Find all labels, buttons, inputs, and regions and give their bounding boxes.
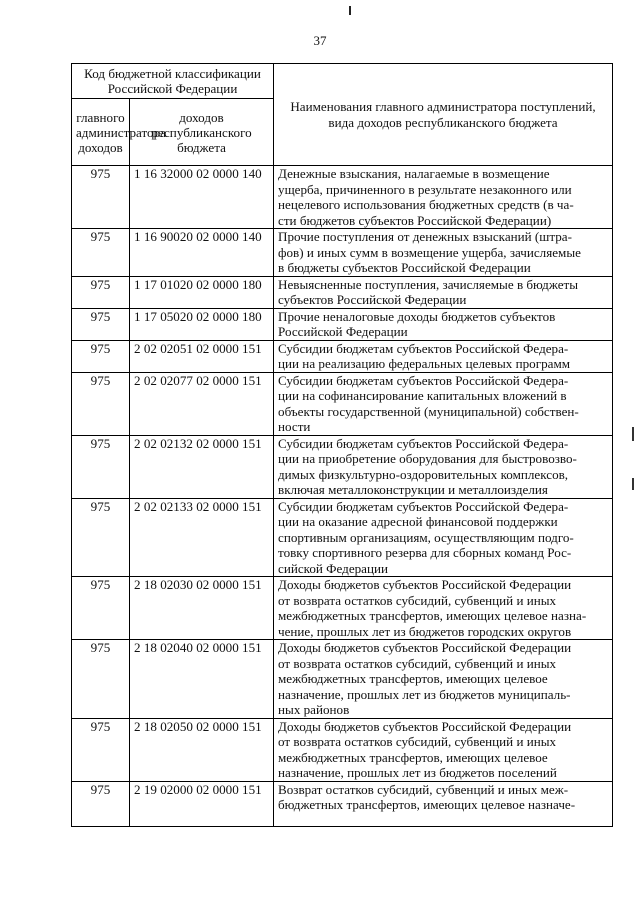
table-row [72, 372, 613, 435]
income-code-cell: 2 02 02051 02 0000 151 [130, 340, 274, 372]
income-name-cell [274, 308, 613, 340]
table-row [72, 340, 613, 372]
header-name: Наименования главного администратора поступлений, вида доходов республиканского бюджета [274, 64, 613, 166]
income-code-cell: 2 18 02040 02 0000 151 [130, 640, 274, 719]
income-name-text: Субсидии бюджетам субъектов Российской Федера- ции на оказание адресной финансовой поддержки спортивным организациям, осуществляющим подго- товку спортивного резерва для сборных команд Рос- сийской Федерации [278, 498, 574, 576]
scan-artifact-mark [349, 6, 351, 15]
income-name-cell [274, 166, 613, 229]
income-name-text: Прочие поступления от денежных взысканий (штра- фов) и иных сумм в возмещение ущерба, зачисляемые в бюджеты субъектов Российской Федерации [278, 229, 581, 275]
income-code-cell: 2 19 02000 02 0000 151 [130, 781, 274, 826]
income-name-text: Субсидии бюджетам субъектов Российской Федера- ции на реализацию федеральных целевых программ [278, 340, 571, 371]
table-row [72, 166, 613, 229]
income-name-text: Возврат остатков субсидий, субвенций и иных меж- бюджетных трансфертов, имеющих целевое назначе- [278, 781, 576, 812]
admin-code-cell: 975 [72, 166, 130, 229]
income-name-cell [274, 435, 613, 498]
budget-classification-table [71, 63, 613, 827]
income-name-text: Доходы бюджетов субъектов Российской Федерации от возврата остатков субсидий, субвенций и иных межбюджетных трансфертов, имеющих целевое назначение, прошлых лет из бюджетов муниципаль- ных районов [278, 640, 572, 717]
income-code-cell: 2 02 02077 02 0000 151 [130, 372, 274, 435]
income-name-text: Доходы бюджетов субъектов Российской Федерации от возврата остатков субсидий, субвенций и иных межбюджетных трансфертов, имеющих целевое назначение, прошлых лет из бюджетов поселений [278, 718, 572, 780]
table-row [72, 718, 613, 781]
table-row [72, 435, 613, 498]
admin-code-cell: 975 [72, 577, 130, 640]
income-name-text: Субсидии бюджетам субъектов Российской Федера- ции на софинансирование капитальных вложений в объекты государственной (муниципальной) собствен- ности [278, 372, 579, 434]
scan-edge-mark [632, 427, 634, 441]
scan-edge-mark [632, 478, 634, 490]
admin-code-cell: 975 [72, 498, 130, 577]
income-code-cell: 1 16 32000 02 0000 140 [130, 166, 274, 229]
table-row [72, 498, 613, 577]
income-name-text: Доходы бюджетов субъектов Российской Федерации от возврата остатков субсидий, субвенций и иных межбюджетных трансфертов, имеющих целевое назна- чение, прошлых лет из бюджетов городских округов [278, 577, 587, 639]
admin-code-cell: 975 [72, 435, 130, 498]
income-name-text: Денежные взыскания, налагаемые в возмещение ущерба, причиненного в результате незаконного или нецелевого использования бюджетных средств (в ча- сти бюджетов субъектов Российской Федерации) [278, 166, 574, 228]
income-code-cell: 1 16 90020 02 0000 140 [130, 229, 274, 277]
table-row [72, 640, 613, 719]
table-row [72, 308, 613, 340]
income-name-clip [278, 782, 608, 826]
income-name-text: Субсидии бюджетам субъектов Российской Федера- ции на приобретение оборудования для быстровозво- димых физкультурно-оздоровительных комплексов, включая металлоконструкции и металлоизделия [278, 435, 577, 497]
table-row [72, 577, 613, 640]
income-name-text: Прочие неналоговые доходы бюджетов субъектов Российской Федерации [278, 308, 556, 339]
income-name-cell [274, 229, 613, 277]
income-name-cell [274, 276, 613, 308]
admin-code-cell: 975 [72, 276, 130, 308]
income-code-cell: 1 17 05020 02 0000 180 [130, 308, 274, 340]
table-row [72, 229, 613, 277]
income-code-cell: 2 18 02030 02 0000 151 [130, 577, 274, 640]
header-republican-income: доходов республиканского бюджета [130, 99, 274, 166]
income-name-cell [274, 372, 613, 435]
table-body [72, 166, 613, 827]
income-name-cell [274, 718, 613, 781]
income-code-cell: 2 18 02050 02 0000 151 [130, 718, 274, 781]
income-code-cell: 1 17 01020 02 0000 180 [130, 276, 274, 308]
table-row [72, 276, 613, 308]
income-name-cell [274, 340, 613, 372]
header-chief-administrator: главного администратора доходов [72, 99, 130, 166]
income-code-cell: 2 02 02133 02 0000 151 [130, 498, 274, 577]
income-name-cell [274, 640, 613, 719]
page-number: 37 [313, 33, 327, 48]
header-budget-classification-code: Код бюджетной классификации Российской Федерации [72, 64, 274, 99]
admin-code-cell: 975 [72, 308, 130, 340]
income-name-cell [274, 781, 613, 826]
income-name-cell [274, 577, 613, 640]
admin-code-cell: 975 [72, 781, 130, 826]
table-row [72, 781, 613, 826]
income-code-cell: 2 02 02132 02 0000 151 [130, 435, 274, 498]
income-name-text: Невыясненные поступления, зачисляемые в бюджеты субъектов Российской Федерации [278, 276, 579, 307]
admin-code-cell: 975 [72, 340, 130, 372]
admin-code-cell: 975 [72, 640, 130, 719]
income-name-cell [274, 498, 613, 577]
admin-code-cell: 975 [72, 718, 130, 781]
admin-code-cell: 975 [72, 372, 130, 435]
table-header [72, 64, 613, 166]
admin-code-cell: 975 [72, 229, 130, 277]
